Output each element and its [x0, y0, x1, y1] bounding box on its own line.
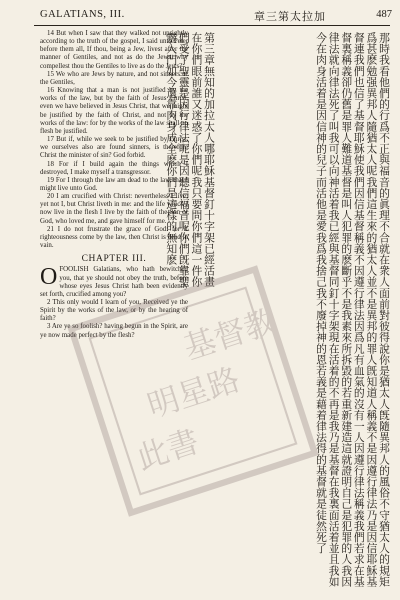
verse-14: 14 But when I saw that they walked not uprightly according to the truth of the gospel, I said unto Peter before them all, If thou, being a Jew, livest after the manner of Gentiles, and not as do the Jews, why compellest thou the Gentiles to live as do the Jews?	[40, 30, 188, 70]
chinese-running-title: 章三第太拉加	[254, 11, 326, 23]
running-header	[0, 9, 400, 25]
verse-15: 15 We who are Jews by nature, and not sinners of the Gentiles,	[40, 70, 188, 86]
chinese-chapter2-text: 那時我看他們的行爲不正與福音的眞理不合就在衆人面前對彼得說你是猶太人旣隨異邦人的風俗不守猶太人的規矩爲甚麽勉强異邦人隨猶太人呢我們這生來的猶太人並不是異邦的罪人旣知道人稱義不是因遵行律法乃是因信耶穌基督連我們也信了基督耶穌使我們因信基督稱義不因遵行律法因爲凡有血氣的沒有一人因遵行律法稱義我們若求在基督裏稱義卻仍舊是罪人難道基督是叫人犯罪的麽斷乎不是我素來所拆毀的若重新建造這就證明自己是犯罪的人我因律法就向律法死了叫我可以向神活着我已經與基督同釘十字架現在活着的不再是我乃是基督在我裏面活着並且我如今在肉身活着是因信神的兒子而活他是愛我爲我捨己我不廢掉神的恩若義是藉着律法得的基督就是徒然死了	[315, 32, 390, 587]
chapter3-verse-2: 2 This only would I learn of you, Received ye the Spirit by the works of the law, or by the hearing of faith?	[40, 299, 188, 323]
header-rule	[34, 25, 390, 26]
verse-18: 18 For if I build again the things which I destroyed, I make myself a transgressor.	[40, 160, 188, 176]
verse-17: 17 But if, while we seek to be justified by Christ, we ourselves also are found sinners, is therefore Christ the minister of sin? God forbid.	[40, 136, 188, 160]
stamp-line-2: 明星路	[143, 361, 245, 426]
verse-16: 16 Knowing that a man is not justified by the works of the law, but by the faith of Jesus Christ, even we have believed in Jesus Christ, that we might be justified by the faith of Christ, and not by the works of the law: for by the works of the law shall no flesh be justified.	[40, 87, 188, 135]
page-number: 487	[376, 9, 392, 20]
chinese-chapter3-text	[165, 32, 215, 294]
stamp-line-3: 此書	[132, 423, 204, 478]
chinese-chapter3-block	[165, 32, 215, 294]
chinese-chapter3-verses: 無知的加拉太人哪耶穌基督釘十字架已經活畫在你們眼前誰又迷惑了你們呢我只要問你們這一件你們受了聖靈是因行律法呢是因聽信福音呢你們旣靠聖靈入門如今還靠肉身成全麽你們是這樣的無知麽	[165, 32, 215, 288]
stamp-line-1: 基督教	[179, 303, 281, 368]
verse-20: 20 I am crucified with Christ: nevertheless I live; yet not I, but Christ liveth in me: and the life which I now live in the flesh I live by the faith of the Son of God, who loved me, and gave himself for me.	[40, 193, 188, 225]
verse-21: 21 I do not frustrate the grace of God: for if righteousness come by the law, then Christ is dead in vain.	[40, 225, 188, 250]
chinese-main-text	[212, 32, 390, 590]
drop-cap: O	[40, 264, 58, 291]
chapter3-verse-1-text: FOOLISH Galatians, who hath bewitched you, that ye should not obey the truth, before whose eyes Jesus Christ hath been evidently set forth, crucified among you?	[40, 266, 188, 298]
chinese-chapter-label: 第三章	[203, 32, 215, 66]
verse-19: 19 For I through the law am dead to the law, that I might live unto God.	[40, 176, 188, 192]
chapter3-verse-3: 3 Are ye so foolish? having begun in the Spirit, are ye now made perfect by the flesh?	[40, 323, 188, 339]
chapter-heading: CHAPTER III.	[81, 254, 147, 265]
english-running-title: GALATIANS, III.	[40, 9, 125, 20]
